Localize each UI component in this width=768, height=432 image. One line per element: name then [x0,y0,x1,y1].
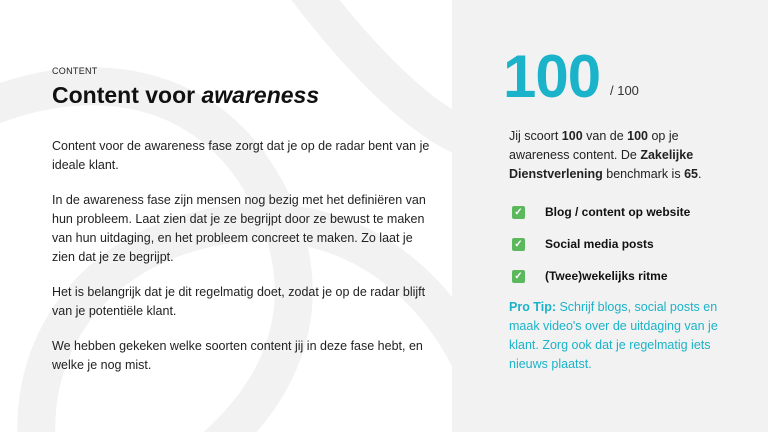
content-checklist [512,196,690,292]
page-title [52,82,319,109]
title-prefix: Content voor [52,82,202,108]
benchmark-value: 65 [684,167,698,181]
body-paragraph: In de awareness fase zijn mensen nog bezig met het definiëren van hun probleem. Laat zien dat je ze begrijpt door ze bewust te maken van hun uitdaging, en het probleem concreet te maken. Zo laat je zien dat je ze begrijpt. [52,193,426,264]
pro-tip-text: Schrijf blogs, social posts en maak video's over de uitdaging van je klant. Zorg ook dat je regelmatig iets nieuws plaatst. [509,300,718,371]
summary-score: 100 [561,129,583,143]
title-emphasis: awareness [201,82,320,108]
check-icon: ✓ [512,238,525,251]
pro-tip [509,298,739,374]
industry-name: Zakelijke Dienstverlening [509,148,694,181]
pro-tip-label: Pro Tip: [509,300,556,314]
summary-max: 100 [627,129,648,143]
checklist-label: Blog / content op website [545,205,691,219]
list-item [512,196,690,228]
body-paragraph: Het is belangrijk dat je dit regelmatig doet, zodat je op de radar blijft van je potentiële klant. [52,285,426,318]
list-item [512,228,690,260]
score-display [503,42,600,112]
check-icon: ✓ [512,206,525,219]
score-max: / 100 [610,83,639,98]
score-value: 100 [503,43,601,110]
score-summary: Jij scoort 100 van de 100 op je awareness content. De Zakelijke Dienstverlening benchmark is 65. [509,129,702,181]
checklist-label: Social media posts [545,237,654,251]
check-icon: ✓ [512,270,525,283]
body-paragraph: We hebben gekeken welke soorten content jij in deze fase hebt, en welke je nog mist. [52,339,423,372]
list-item [512,260,690,292]
section-label: CONTENT [52,66,98,76]
body-text [52,137,432,391]
checklist-label: (Twee)wekelijks ritme [545,269,668,283]
body-paragraph: Content voor de awareness fase zorgt dat je op de radar bent van je ideale klant. [52,139,430,172]
